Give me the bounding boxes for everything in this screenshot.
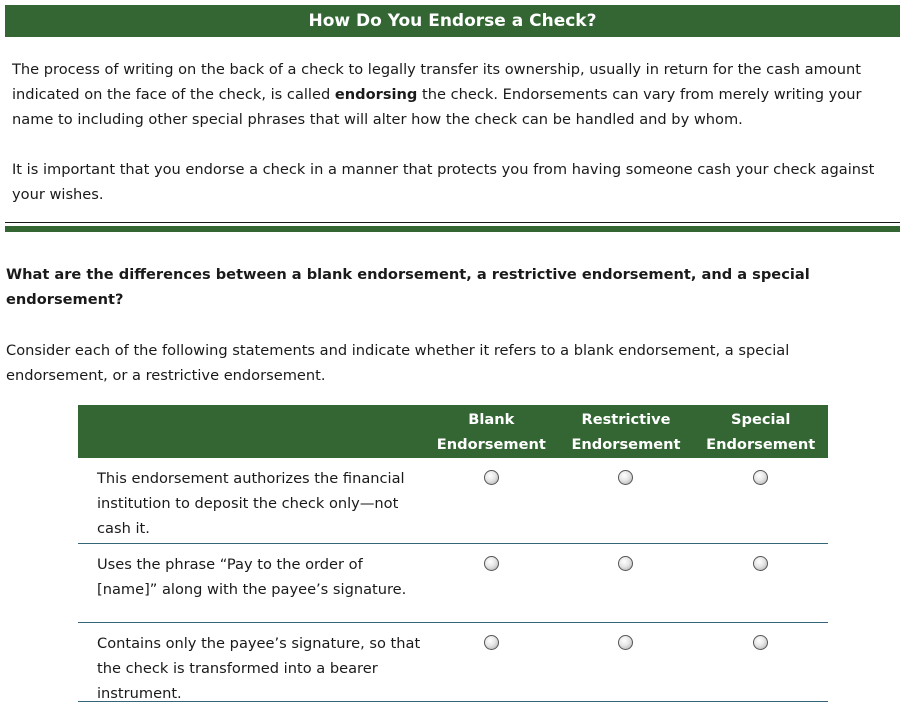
statement-column-header — [78, 405, 424, 458]
page-title-bar — [5, 5, 900, 37]
radio-special-row1[interactable] — [753, 470, 768, 485]
intro-paragraph-1 — [12, 57, 898, 132]
option-cell — [558, 623, 693, 701]
radio-restrictive-row1[interactable] — [618, 470, 633, 485]
option-cell — [424, 544, 559, 622]
option-cell — [424, 458, 559, 543]
radio-restrictive-row2[interactable] — [618, 556, 633, 571]
radio-restrictive-row3[interactable] — [618, 635, 633, 650]
quiz-row — [78, 623, 828, 702]
statement-text: Contains only the payee’s signature, so that the check is transformed into a bearer instrument. — [97, 635, 421, 702]
option-cell — [558, 544, 693, 622]
option-cell — [693, 623, 828, 701]
quiz-table — [78, 405, 828, 702]
question-heading: What are the differences between a blank endorsement, a restrictive endorsement, and a special endorsement? — [6, 266, 810, 308]
radio-blank-row2[interactable] — [484, 556, 499, 571]
quiz-table-header — [78, 405, 828, 458]
option-cell — [693, 458, 828, 543]
intro-p1-end: the check. Endorsements can vary from merely writing your name to including other special phrases that will alter how the check can be handled and by whom. — [12, 86, 862, 128]
quiz-row — [78, 544, 828, 623]
intro-paragraph-2: It is important that you endorse a check in a manner that protects you from having someone cash your check against your wishes. — [12, 161, 875, 203]
column-header-restrictive: Restrictive Endorsement — [571, 411, 681, 453]
intro-p1-start: The process of writing on the back of a check to legally transfer its ownership, usually in return for the cash amount indicated on the face of the check, is called — [12, 61, 861, 103]
option-cell — [693, 544, 828, 622]
radio-blank-row3[interactable] — [484, 635, 499, 650]
option-cell — [424, 623, 559, 701]
intro-p1-bold-term: endorsing — [334, 86, 418, 103]
page-title: How Do You Endorse a Check? — [308, 11, 597, 31]
instruction-text: Consider each of the following statements and indicate whether it refers to a blank endorsement, a special endorsement, or a restrictive endorsement. — [6, 342, 790, 384]
statement-text: This endorsement authorizes the financial institution to deposit the check only—not cash it. — [97, 470, 405, 537]
statement-text: Uses the phrase “Pay to the order of [name]” along with the payee’s signature. — [97, 556, 407, 598]
quiz-row — [78, 458, 828, 544]
section-underline — [5, 222, 900, 223]
intro-text — [12, 57, 898, 207]
radio-special-row2[interactable] — [753, 556, 768, 571]
column-header-special: Special Endorsement — [706, 411, 816, 453]
column-header-blank: Blank Endorsement — [436, 411, 546, 453]
radio-blank-row1[interactable] — [484, 470, 499, 485]
section-divider — [5, 226, 900, 232]
option-cell — [558, 458, 693, 543]
radio-special-row3[interactable] — [753, 635, 768, 650]
